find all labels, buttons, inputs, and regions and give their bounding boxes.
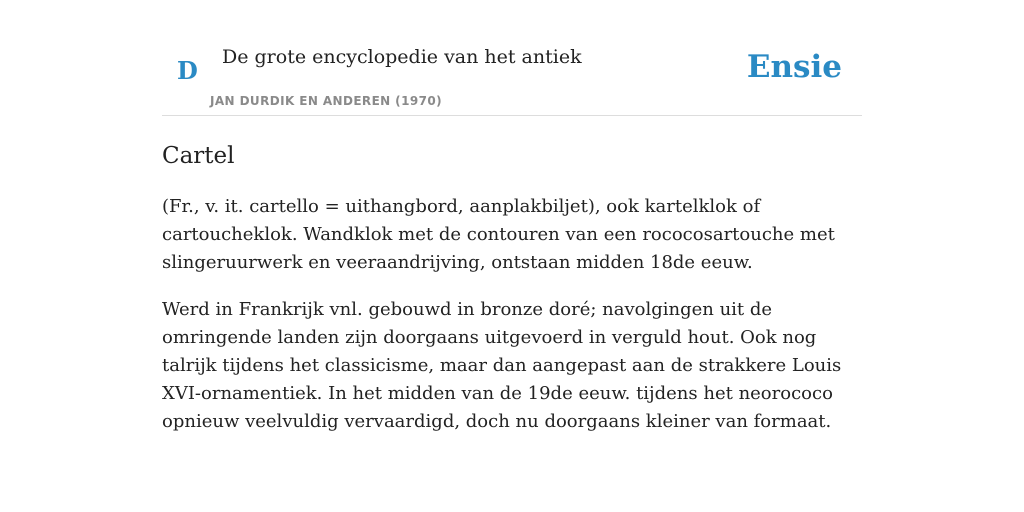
entry-title: Cartel bbox=[162, 143, 235, 169]
book-initial-link[interactable]: D bbox=[177, 56, 198, 85]
source-header bbox=[162, 0, 862, 116]
entry-paragraph-2: Werd in Frankrijk vnl. gebouwd in bronze doré; navolgingen uit de omringende landen zijn doorgaans uitgevoerd in verguld hout. Ook nog talrijk tijdens het classicisme, maar dan aangepast aan de strakkere Louis XVI-ornamentiek. In het midden van de 19de eeuw. tijdens het neorococo opnieuw veelvuldig vervaardigd, doch nu doorgaans kleiner van formaat. bbox=[162, 299, 842, 432]
book-author: JAN DURDIK EN ANDEREN (1970) bbox=[210, 94, 442, 108]
book-title-link[interactable]: De grote encyclopedie van het antiek bbox=[222, 46, 582, 68]
page bbox=[162, 0, 862, 436]
ensie-logo-link[interactable]: Ensie bbox=[746, 49, 842, 85]
entry-body bbox=[162, 193, 862, 436]
entry-paragraph-1: (Fr., v. it. cartello = uithangbord, aanplakbiljet), ook kartelklok of cartoucheklok. Wandklok met de contouren van een rococosartouche met slingeruurwerk en veeraandrijving, ontstaan midden 18de eeuw. bbox=[162, 196, 835, 273]
